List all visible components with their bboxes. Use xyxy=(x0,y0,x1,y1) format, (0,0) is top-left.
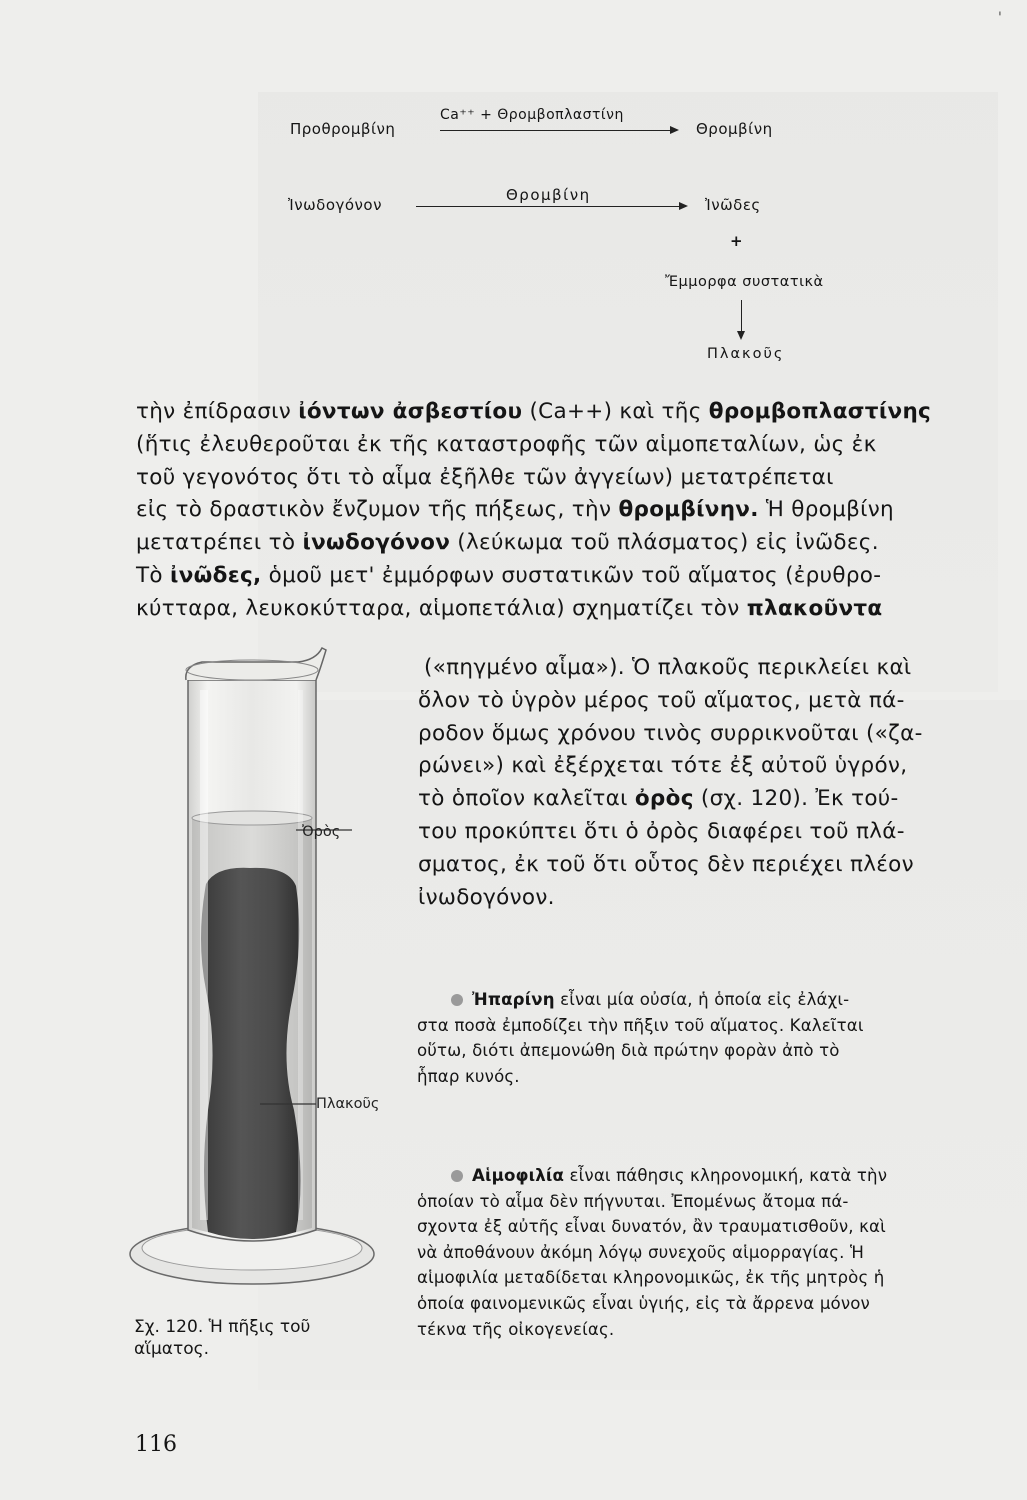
bullet-icon xyxy=(451,994,463,1006)
fibrin-label: Ἰνῶδες xyxy=(705,196,761,214)
caption-line: αἵματος. xyxy=(134,1339,209,1359)
text-line: Τὸ ἰνῶδες, ὁμοῦ μετ' ἐμμόρφων συστατικῶν τοῦ αἵματος (ἐρυθρο- xyxy=(136,562,882,588)
text-line: σματος, ἐκ τοῦ ὅτι οὗτος δὲν περιέχει πλέον xyxy=(418,851,914,877)
figure-cylinder xyxy=(120,640,410,1310)
note-line: ἧπαρ κυνός. xyxy=(417,1066,520,1086)
haemophilia-title: Αἱμοφιλία xyxy=(472,1166,565,1185)
text-line: ρώνει») καὶ ἐξέρχεται τότε ἐξ αὐτοῦ ὑγρόν, xyxy=(418,753,908,779)
note-line: ὁποίαν τὸ αἷμα δὲν πήγνυται. Ἐπομένως ἄτομα πά- xyxy=(417,1191,849,1211)
note-line: νὰ ἀποθάνουν ἀκόμη λόγῳ συνεχοῦς αἱμορραγίας. Ἡ xyxy=(417,1242,864,1262)
text-line: εἰς τὸ δραστικὸν ἔνζυμον τῆς πήξεως, τὴν θρομβίνην. Ἡ θρομβίνη xyxy=(136,497,894,523)
clot-figure-label: Πλακοῦς xyxy=(316,1096,380,1112)
down-arrow xyxy=(741,300,742,338)
text-line: τὸ ὁποῖον καλεῖται ὀρὸς (σχ. 120). Ἐκ τού- xyxy=(418,786,899,812)
fibrinogen-label: Ἰνωδογόνον xyxy=(288,196,382,214)
thrombin-catalyst-label: Θρομβίνη xyxy=(506,186,591,204)
cylinder-illustration xyxy=(120,640,410,1310)
wrapped-paragraph xyxy=(418,652,978,914)
text-line: ἰνωδογόνον. xyxy=(418,884,555,910)
text-line: κύτταρα, λευκοκύτταρα, αἱμοπετάλια) σχηματίζει τὸν πλακοῦντα xyxy=(136,595,883,621)
main-paragraph xyxy=(136,396,981,626)
text-line: τὴν ἐπίδρασιν ἰόντων ἀσβεστίου (Ca++) καὶ τῆς θρομβοπλαστίνης xyxy=(136,399,932,424)
text-line: («πηγμένο αἷμα»). Ὁ πλακοῦς περικλείει καὶ xyxy=(424,655,912,680)
note-line: αἱμοφιλία μεταδίδεται κληρονομικῶς, ἐκ τῆς μητρὸς ἡ xyxy=(417,1268,885,1288)
prothrombin-label: Προθρομβίνη xyxy=(290,120,396,138)
note-line: στα ποσὰ ἐμποδίζει τὴν πῆξιν τοῦ αἵματος. Καλεῖται xyxy=(417,1015,864,1035)
formed-elements-label: Ἔμμορφα συστατικὰ xyxy=(665,274,824,290)
note-line: τέκνα τῆς οἰκογενείας. xyxy=(417,1319,615,1339)
text-line: τοῦ γεγονότος ὅτι τὸ αἷμα ἐξῆλθε τῶν ἀγγείων) μετατρέπεται xyxy=(136,464,834,490)
corner-mark: ' xyxy=(998,10,1002,26)
text-line: μετατρέπει τὸ ἰνωδογόνον (λεύκωμα τοῦ πλάσματος) εἰς ἰνῶδες. xyxy=(136,530,879,556)
clot-label: Πλακοῦς xyxy=(707,346,785,362)
serum-label: Ὀρὸς xyxy=(302,824,341,840)
reaction-arrow xyxy=(440,130,677,131)
figure-caption xyxy=(134,1316,394,1360)
thrombin-label: Θρομβίνη xyxy=(696,120,773,138)
note-line: ὁποία φαινομενικῶς εἶναι ὑγιής, εἰς τὰ ἄρρενα μόνον xyxy=(417,1293,870,1313)
page-number: 116 xyxy=(135,1432,177,1457)
text-line: ὅλον τὸ ὑγρὸν μέρος τοῦ αἵματος, μετὰ πά- xyxy=(418,687,905,713)
text-line: (ἥτις ἐλευθεροῦται ἐκ τῆς καταστροφῆς τῶν αἱμοπεταλίων, ὡς ἐκ xyxy=(136,431,877,457)
heparin-title: Ἠπαρίνη xyxy=(472,990,555,1009)
note-line: σχοντα ἐξ αὐτῆς εἶναι δυνατόν, ἂν τραυματισθοῦν, καὶ xyxy=(417,1217,886,1237)
coagulation-diagram xyxy=(0,0,1027,380)
bullet-icon xyxy=(451,1170,463,1182)
caption-line: Σχ. 120. Ἡ πῆξις τοῦ xyxy=(134,1317,311,1337)
text-line: του προκύπτει ὅτι ὁ ὀρὸς διαφέρει τοῦ πλά- xyxy=(418,818,905,844)
note-line: οὕτω, διότι ἀπεμονώθη διὰ πρώτην φορὰν ἀπὸ τὸ xyxy=(417,1041,840,1061)
plus-sign: + xyxy=(730,232,744,250)
text-line: ροδον ὅμως χρόνου τινὸς συρρικνοῦται («ζα- xyxy=(418,720,923,746)
heparin-note: Ἠπαρίνη εἶναι μία οὐσία, ἡ ὁποία εἰς ἐλάχι- στα ποσὰ ἐμποδίζει τὴν πῆξιν τοῦ αἵματος. Καλεῖται οὕτω, διότι ἀπεμονώθη διὰ πρώτην φορὰν ἀπὸ τὸ ἧπαρ κυνός. xyxy=(417,987,977,1089)
catalyst-label: Ca⁺⁺ + Θρομβοπλαστίνη xyxy=(440,107,624,123)
haemophilia-note: Αἱμοφιλία εἶναι πάθησις κληρονομική, κατὰ τὴν ὁποίαν τὸ αἷμα δὲν πήγνυται. Ἐπομένως ἄτομα πά- σχοντα ἐξ αὐτῆς εἶναι δυνατόν, ἂν τραυματισθοῦν, καὶ νὰ ἀποθάνουν ἀκόμη λόγῳ συνεχοῦς αἱμορραγίας. Ἡ αἱμοφιλία μεταδίδεται κληρονομικῶς, ἐκ τῆς μητρὸς ἡ ὁποία φαινομενικῶς εἶναι ὑγιής, εἰς τὰ ἄρρενα μόνον τέκνα τῆς οἰκογενείας. xyxy=(417,1163,977,1342)
reaction-arrow xyxy=(416,206,686,207)
